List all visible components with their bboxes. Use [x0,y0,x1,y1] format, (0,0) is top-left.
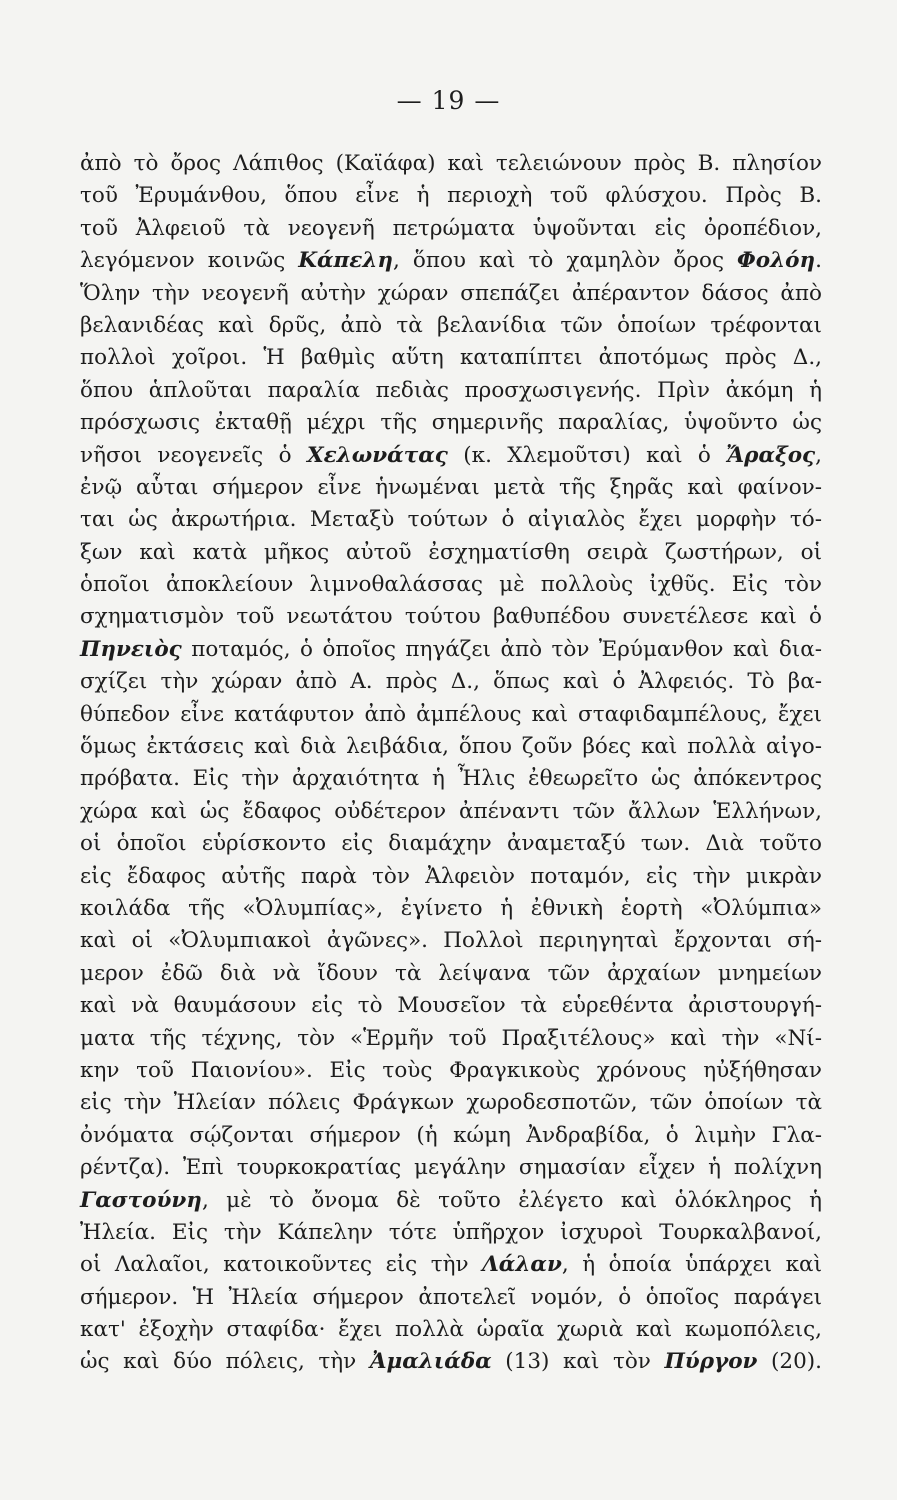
text-line [80,1217,822,1249]
emphasized-place-name: Λάλαν [482,1252,562,1278]
text-segment: ρέντζα). Ἐπὶ τουρκοκρατίας μεγάλην σημασίαν εἶχεν ἡ πολίχνη [80,1155,822,1181]
emphasized-place-name: Ἀμαλιάδα [369,1349,492,1375]
text-segment: ξων καὶ κατὰ μῆκος αὐτοῦ ἐσχηματίσθη σειρὰ ζωστήρων, οἱ [80,539,822,565]
text-segment: κην τοῦ Παιονίου». Εἰς τοὺς Φραγκικοὺς χρόνους ηὐξήθησαν [80,1057,822,1083]
text-segment: κοιλάδα τῆς «Ὀλυμπίας», ἐγίνετο ἡ ἐθνικὴ ἑορτὴ «Ὀλύμπια» [80,895,822,921]
text-line [80,828,822,860]
text-segment: Ὅλην τὴν νεογενῆ αὐτὴν χώραν σπεπάζει ἀπέραντον δάσος ἀπὸ [80,280,822,306]
text-segment: θύπεδον εἶνε κατάφυτον ἀπὸ ἀμπέλους καὶ σταφιδαμπέλους, ἔχει [80,701,822,727]
text-segment: καὶ οἱ «Ὀλυμπιακοὶ ἀγῶνες». Πολλοὶ περιηγηταὶ ἔρχονται σή- [80,928,822,954]
text-segment: νῆσοι νεογενεῖς ὁ [80,442,307,468]
text-line [80,440,822,472]
text-line [80,796,822,828]
text-segment: ἀπὸ τὸ ὄρος Λάπιθος (Καϊάφα) καὶ τελειώνουν πρὸς Β. πλησίον [80,151,822,176]
text-line [80,375,822,407]
text-line [80,213,822,245]
text-line [80,1314,822,1346]
text-segment: ἐνῷ αὗται σήμερον εἶνε ἡνωμέναι μετὰ τῆς ξηρᾶς καὶ φαίνον- [80,474,822,500]
text-line [80,504,822,536]
text-segment: ποταμός, ὁ ὁποῖος πηγάζει ἀπὸ τὸν Ἐρύμανθον καὶ δια- [181,636,822,662]
text-segment: ὅμως ἐκτάσεις καὶ διὰ λειβάδια, ὅπου ζοῦν βόες καὶ πολλὰ αἰγο- [80,734,822,760]
text-line [80,148,822,180]
text-segment: ματα τῆς τέχνης, τὸν «Ἑρμῆν τοῦ Πραξιτέλους» καὶ τὴν «Νί- [80,1025,822,1051]
text-segment: ται ὡς ἀκρωτήρια. Μεταξὺ τούτων ὁ αἰγιαλὸς ἔχει μορφὴν τό- [80,507,822,533]
text-segment: χώρα καὶ ὡς ἔδαφος οὐδέτερον ἀπέναντι τῶν ἄλλων Ἑλλήνων, [80,798,822,824]
text-segment: πρόσχωσις ἐκταθῇ μέχρι τῆς σημερινῆς παραλίας, ὑψοῦντο ὡς [80,410,822,436]
text-segment: (κ. Χλεμοῦτσι) καὶ ὁ [447,442,727,468]
text-segment: ὀνόματα σῴζονται σήμερον (ἡ κώμη Ἀνδραβίδα, ὁ λιμὴν Γλα- [80,1122,822,1148]
text-segment: , μὲ τὸ ὄνομα δὲ τοῦτο ἐλέγετο καὶ ὁλόκληρος ἡ [201,1187,822,1213]
text-line [80,699,822,731]
emphasized-place-name: Γαστούνη [80,1187,202,1213]
text-segment: σχηματισμὸν τοῦ νεωτάτου τούτου βαθυπέδου συνετέλεσε καὶ ὁ [80,604,822,630]
text-line [80,1087,822,1119]
text-line [80,1152,822,1184]
text-segment: (13) καὶ τὸν [491,1349,665,1375]
text-segment: Ἠλεία. Εἰς τὴν Κάπελην τότε ὑπῆρχον ἰσχυροὶ Τουρκαλβανοί, [80,1219,822,1245]
text-segment: (20). [757,1349,823,1375]
text-line [80,245,822,277]
emphasized-place-name: Πύργον [664,1349,758,1375]
text-segment: πρόβατα. Εἰς τὴν ἀρχαιότητα ἡ Ἦλις ἐθεωρεῖτο ὡς ἀπόκεντρος [80,766,822,792]
text-segment: οἱ Λαλαῖοι, κατοικοῦντες εἰς τὴν [80,1252,483,1278]
text-line [80,278,822,310]
emphasized-place-name: Πηνειὸς [80,636,182,662]
text-segment: τοῦ Ἀλφειοῦ τὰ νεογενῆ πετρώματα ὑψοῦνται εἰς ὀροπέδιον, [80,215,822,241]
text-segment: σήμερον. Ἡ Ἠλεία σήμερον ἀποτελεῖ νομόν, ὁ ὁποῖος παράγει [80,1284,822,1310]
text-segment: καὶ νὰ θαυμάσουν εἰς τὸ Μουσεῖον τὰ εὑρεθέντα ἀριστουργή- [80,993,822,1019]
text-line [80,1249,822,1281]
text-segment: , ἡ ὁποία ὑπάρχει καὶ [561,1252,822,1278]
text-segment: ὁποῖοι ἀποκλείουν λιμνοθαλάσσας μὲ πολλοὺς ἰχθῦς. Εἰς τὸν [80,572,822,598]
text-line [80,1346,822,1378]
text-line [80,601,822,633]
text-segment: τοῦ Ἐρυμάνθου, ὅπου εἶνε ἡ περιοχὴ τοῦ φλύσχου. Πρὸς Β. [80,183,822,209]
text-segment: κατ' ἐξοχὴν σταφίδα· ἔχει πολλὰ ὡραῖα χωριὰ καὶ κωμοπόλεις, [80,1317,822,1343]
text-line [80,407,822,439]
text-segment: εἰς ἔδαφος αὐτῆς παρὰ τὸν Ἀλφειὸν ποταμόν, εἰς τὴν μικρὰν [80,863,822,889]
text-line [80,310,822,342]
emphasized-place-name: Χελωνάτας [306,442,448,468]
text-segment: οἱ ὁποῖοι εὑρίσκοντο εἰς διαμάχην ἀναμεταξύ των. Διὰ τοῦτο [80,831,822,857]
text-line [80,1282,822,1314]
body-text [80,148,822,1379]
text-segment: . [815,248,822,274]
text-segment: , [815,442,822,468]
text-line [80,1185,822,1217]
page-number: — 19 — [396,86,501,115]
text-line [80,342,822,374]
emphasized-place-name: Κάπελη [298,248,394,274]
text-segment: πολλοὶ χοῖροι. Ἡ βαθμὶς αὕτη καταπίπτει ἀποτόμως πρὸς Δ., [80,345,822,371]
emphasized-place-name: Ἄραξος [726,442,816,468]
text-line [80,472,822,504]
text-line [80,1055,822,1087]
text-segment: λεγόμενον κοινῶς [80,248,299,274]
text-line [80,763,822,795]
text-segment: βελανιδέας καὶ δρῦς, ἀπὸ τὰ βελανίδια τῶν ὁποίων τρέφονται [80,312,822,338]
text-line [80,634,822,666]
text-line [80,990,822,1022]
text-segment: ὅπου ἁπλοῦται παραλία πεδιὰς προσχωσιγενής. Πρὶν ἀκόμη ἡ [80,377,822,403]
text-line [80,861,822,893]
text-segment: εἰς τὴν Ἠλείαν πόλεις Φράγκων χωροδεσποτῶν, τῶν ὁποίων τὰ [80,1090,822,1116]
text-line [80,958,822,990]
text-line [80,180,822,212]
text-line [80,1120,822,1152]
text-line [80,731,822,763]
text-segment: , ὅπου καὶ τὸ χαμηλὸν ὄρος [393,248,738,274]
emphasized-place-name: Φολόη [737,248,816,274]
text-line [80,925,822,957]
text-segment: σχίζει τὴν χώραν ἀπὸ Α. πρὸς Δ., ὅπως καὶ ὁ Ἀλφειός. Τὸ βα- [80,669,822,695]
text-segment: ὡς καὶ δύο πόλεις, τὴν [80,1349,370,1375]
text-line [80,569,822,601]
text-line [80,893,822,925]
text-segment: μερον ἐδῶ διὰ νὰ ἴδουν τὰ λείψανα τῶν ἀρχαίων μνημείων [80,960,822,986]
text-line [80,666,822,698]
text-line [80,537,822,569]
text-line [80,1023,822,1055]
